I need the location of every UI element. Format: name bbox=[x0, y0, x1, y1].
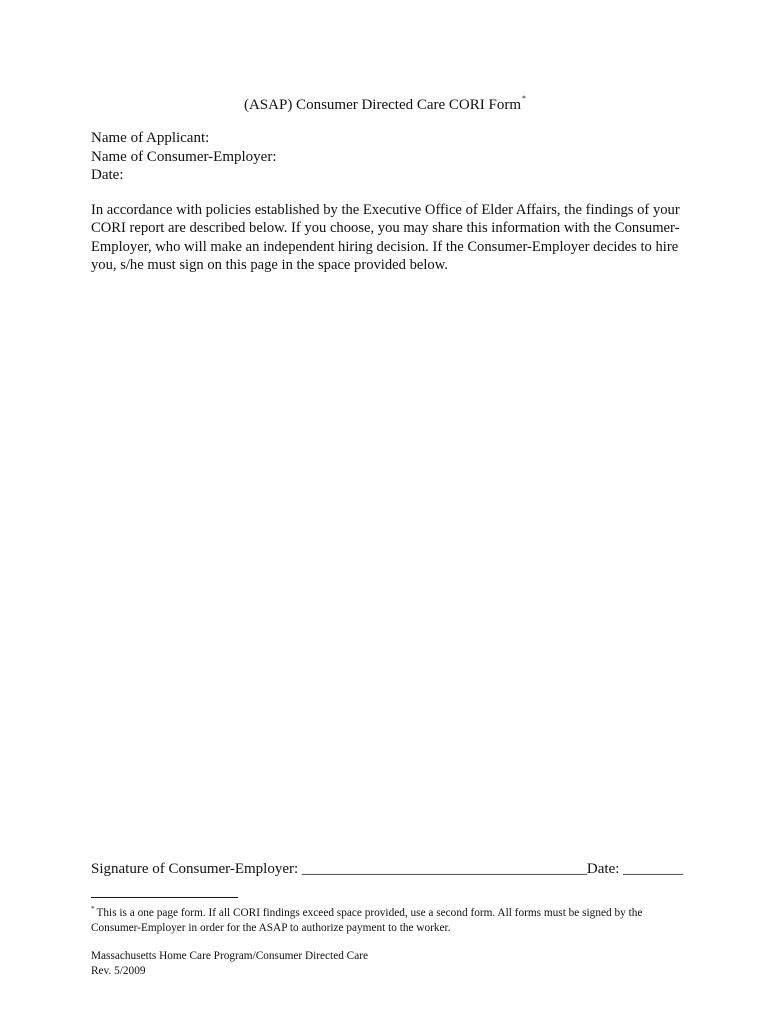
consumer-employer-name-label: Name of Consumer-Employer: bbox=[91, 148, 277, 165]
policy-paragraph: In accordance with policies established by the Executive Office of Elder Affairs, the findings of your CORI report are described below. If you choose, you may share this information with the Consumer-Employer, who will make an independent hiring decision. If the Consumer-Employer decides to hire you, s/he must sign on this page in the space provided below. bbox=[91, 202, 680, 273]
form-title bbox=[0, 94, 770, 114]
page-footer bbox=[91, 949, 368, 978]
footnote-text: This is a one page form. If all CORI findings exceed space provided, use a second form. All forms must be signed by the Consumer-Employer in order for the ASAP to authorize payment to the worker. bbox=[91, 907, 643, 934]
footnote bbox=[91, 902, 691, 935]
applicant-fields bbox=[91, 129, 277, 185]
signature-line: Signature of Consumer-Employer: ______________________________________Date: ________ bbox=[91, 861, 684, 877]
footer-program: Massachusetts Home Care Program/Consumer Directed Care bbox=[91, 950, 369, 962]
form-title-text: (ASAP) Consumer Directed Care CORI Form bbox=[243, 97, 522, 113]
footer-revision: Rev. 5/2009 bbox=[91, 964, 146, 977]
applicant-name-label: Name of Applicant: bbox=[91, 130, 210, 146]
title-footnote-marker: * bbox=[522, 94, 527, 103]
footnote-marker: * bbox=[91, 905, 95, 913]
date-label: Date: bbox=[91, 167, 124, 183]
footnote-divider bbox=[91, 897, 238, 898]
